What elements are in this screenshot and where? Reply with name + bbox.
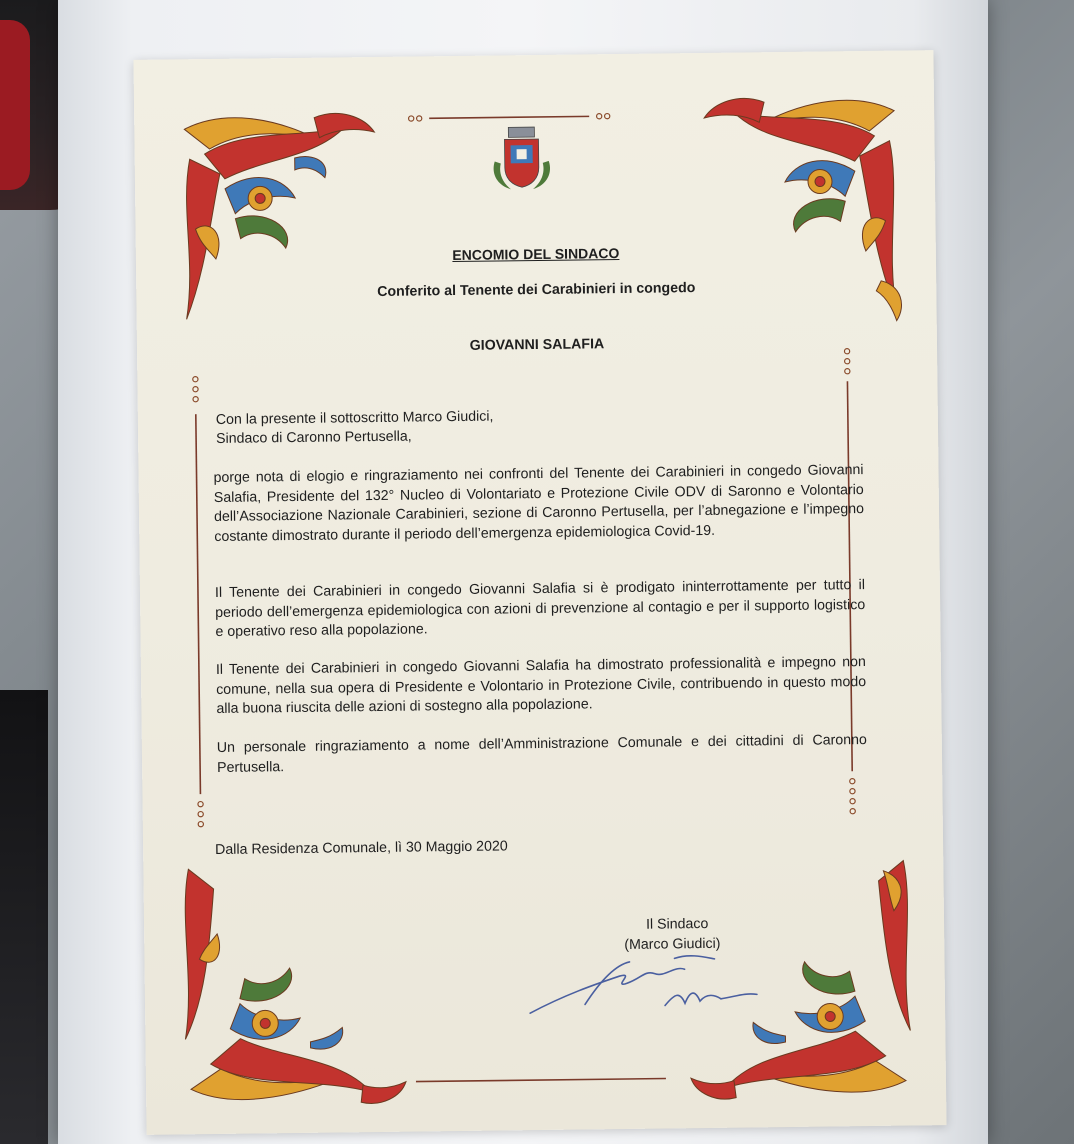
background-dark-object: [0, 690, 48, 1144]
opening-line-2: Sindaco di Caronno Pertusella,: [216, 428, 412, 447]
handwritten-signature-icon: [524, 912, 785, 1025]
certificate-paper: [133, 50, 946, 1135]
paragraph-4: Un personale ringraziamento a nome dell’Amministrazione Comunale e dei cittadini di Caronno Pertusella.: [216, 732, 867, 776]
document-title: ENCOMIO DEL SINDACO: [452, 245, 620, 264]
recipient-name: GIOVANNI SALAFIA: [469, 336, 605, 354]
paragraph-1: porge nota di elogio e ringraziamento nei confronti del Tenente dei Carabinieri in congedo Giovanni Salafia, Presidente del 132° Nucleo di Volontariato e Protezione Civile ODV di Saronno e Volontario dell’Associazione Nazionale Carabinieri, sezione di Caronno Pertusella, per l’abnegazione e l’impegno costante dimostrato durante il periodo dell’emergenza epidemiologica Covid-19.: [213, 462, 865, 545]
ornament-bottom-left-icon: [168, 857, 411, 1120]
municipal-coat-of-arms-icon: [486, 123, 557, 196]
signature-role: Il Sindaco: [645, 915, 709, 933]
date-line: Dalla Residenza Comunale, lì 30 Maggio 2020: [215, 838, 508, 858]
signature-name: (Marco Giudici): [624, 935, 721, 953]
background-jacket-stripe: [0, 20, 30, 190]
document-subtitle: Conferito al Tenente dei Carabinieri in congedo: [377, 280, 696, 300]
paragraph-2: Il Tenente dei Carabinieri in congedo Giovanni Salafia si è prodigato ininterrottamente per tutto il periodo dell’emergenza epidemiologica con azioni di prevenzione al contagio e per il supporto logistico e operativo reso alla popolazione.: [214, 577, 866, 640]
paragraph-3: Il Tenente dei Carabinieri in congedo Giovanni Salafia ha dimostrato professionalità e impegno non comune, nella sua opera di Presidente e Volontario in Protezione Civile, contribuendo in questo modo alla buona riuscita delle azioni di sostegno alla popolazione.: [215, 654, 867, 717]
opening-line-1: Con la presente il sottoscritto Marco Giudici,: [215, 408, 494, 428]
